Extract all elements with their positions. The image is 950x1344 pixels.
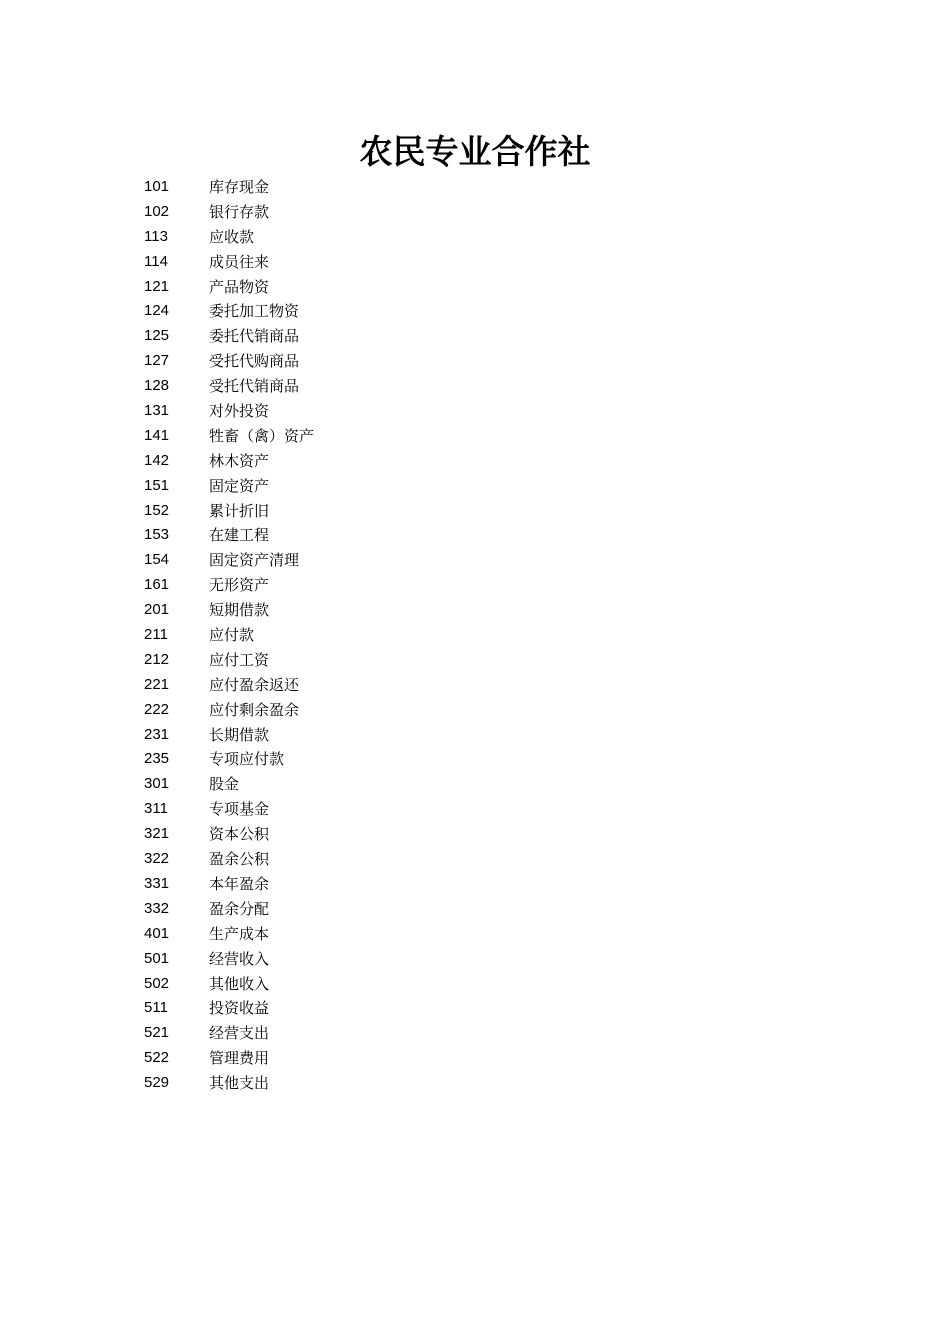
account-name: 牲畜（禽）资产 <box>209 426 315 445</box>
account-row <box>144 747 544 772</box>
account-code: 114 <box>144 252 168 270</box>
account-code: 212 <box>144 650 170 668</box>
account-name: 固定资产清理 <box>209 551 300 570</box>
account-list <box>144 175 544 1096</box>
account-code: 529 <box>144 1074 170 1092</box>
account-name: 固定资产 <box>209 476 270 495</box>
account-name: 累计折旧 <box>209 501 270 520</box>
account-name: 受托代购商品 <box>209 352 300 371</box>
account-code: 131 <box>144 402 170 420</box>
account-row <box>144 250 544 275</box>
account-code: 102 <box>144 202 170 220</box>
account-name: 专项基金 <box>209 800 270 819</box>
account-code: 154 <box>144 551 170 569</box>
account-code: 501 <box>144 949 170 967</box>
account-name: 盈余分配 <box>209 899 270 918</box>
account-row <box>144 225 544 250</box>
account-code: 141 <box>144 426 170 444</box>
account-row <box>144 175 544 200</box>
account-row <box>144 399 544 424</box>
account-name: 对外投资 <box>209 402 270 421</box>
account-name: 经营支出 <box>209 1024 270 1043</box>
account-row <box>144 947 544 972</box>
account-row <box>144 797 544 822</box>
account-row <box>144 847 544 872</box>
account-code: 201 <box>144 601 170 619</box>
account-name: 短期借款 <box>209 601 270 620</box>
account-code: 151 <box>144 476 170 494</box>
account-row <box>144 449 544 474</box>
page-title: 农民专业合作社 <box>359 132 591 171</box>
account-code: 401 <box>144 924 170 942</box>
account-row <box>144 623 544 648</box>
account-row <box>144 1071 544 1096</box>
account-code: 142 <box>144 451 170 469</box>
account-code: 322 <box>144 850 170 868</box>
account-code: 511 <box>144 999 168 1017</box>
account-code: 101 <box>144 178 170 195</box>
account-code: 502 <box>144 974 170 992</box>
account-name: 长期借款 <box>209 725 270 744</box>
account-name: 应收款 <box>209 227 255 246</box>
account-name: 经营收入 <box>209 949 270 968</box>
account-code: 161 <box>144 576 170 594</box>
account-name: 其他收入 <box>209 974 270 993</box>
account-name: 库存现金 <box>209 178 270 196</box>
account-row <box>144 424 544 449</box>
account-name: 委托加工物资 <box>209 302 300 321</box>
account-code: 125 <box>144 327 170 345</box>
account-name: 其他支出 <box>209 1074 270 1093</box>
account-row <box>144 200 544 225</box>
account-name: 生产成本 <box>209 924 270 943</box>
account-code: 311 <box>144 800 168 818</box>
account-row <box>144 275 544 300</box>
account-row <box>144 822 544 847</box>
account-code: 522 <box>144 1049 170 1067</box>
account-name: 资本公积 <box>209 825 270 844</box>
account-code: 113 <box>144 227 168 245</box>
account-code: 121 <box>144 277 170 295</box>
account-name: 产品物资 <box>209 277 270 296</box>
account-row <box>144 996 544 1021</box>
account-row <box>144 324 544 349</box>
account-name: 无形资产 <box>209 576 270 595</box>
account-row <box>144 698 544 723</box>
account-name: 在建工程 <box>209 526 270 545</box>
account-code: 331 <box>144 874 170 892</box>
account-row <box>144 349 544 374</box>
account-code: 301 <box>144 775 170 793</box>
account-row <box>144 548 544 573</box>
account-name: 成员往来 <box>209 252 270 271</box>
account-row <box>144 299 544 324</box>
account-row <box>144 374 544 399</box>
account-name: 盈余公积 <box>209 850 270 869</box>
account-code: 222 <box>144 700 170 718</box>
account-row <box>144 648 544 673</box>
account-row <box>144 1046 544 1071</box>
account-code: 235 <box>144 750 170 768</box>
account-code: 153 <box>144 526 170 544</box>
account-code: 321 <box>144 825 170 843</box>
account-code: 128 <box>144 377 170 395</box>
account-name: 投资收益 <box>209 999 270 1018</box>
account-row <box>144 474 544 499</box>
account-row <box>144 1021 544 1046</box>
account-code: 332 <box>144 899 170 917</box>
account-code: 521 <box>144 1024 170 1042</box>
account-name: 受托代销商品 <box>209 377 300 396</box>
account-name: 银行存款 <box>209 202 270 221</box>
account-row <box>144 499 544 524</box>
account-row <box>144 673 544 698</box>
account-name: 委托代销商品 <box>209 327 300 346</box>
account-row <box>144 573 544 598</box>
account-name: 林木资产 <box>209 451 270 470</box>
account-code: 127 <box>144 352 170 370</box>
account-row <box>144 872 544 897</box>
account-row <box>144 922 544 947</box>
account-row <box>144 897 544 922</box>
account-code: 221 <box>144 675 170 693</box>
account-code: 124 <box>144 302 170 320</box>
account-name: 管理费用 <box>209 1049 270 1068</box>
account-name: 专项应付款 <box>209 750 285 769</box>
account-row <box>144 723 544 748</box>
account-row <box>144 523 544 548</box>
account-row <box>144 772 544 797</box>
account-code: 231 <box>144 725 170 743</box>
account-row <box>144 598 544 623</box>
account-name: 应付款 <box>209 626 255 645</box>
account-name: 股金 <box>209 775 240 794</box>
account-name: 应付剩余盈余 <box>209 700 300 719</box>
account-name: 应付盈余返还 <box>209 675 300 694</box>
account-name: 应付工资 <box>209 650 270 669</box>
account-code: 211 <box>144 626 168 644</box>
account-name: 本年盈余 <box>209 874 270 893</box>
account-code: 152 <box>144 501 170 519</box>
account-row <box>144 972 544 997</box>
